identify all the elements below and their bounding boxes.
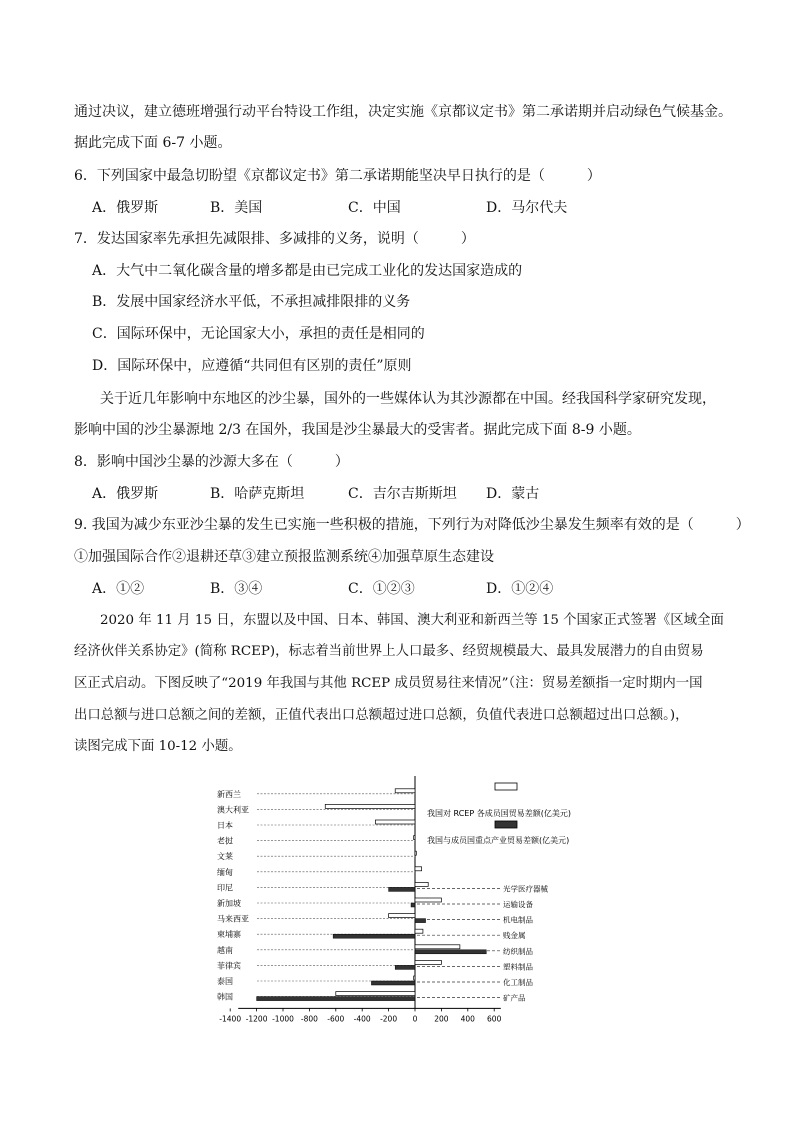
x-tick-label: -800 (300, 1014, 318, 1024)
industry-label: 化工制品 (503, 978, 533, 987)
bar-balance (415, 960, 441, 964)
trade-balance-chart (205, 772, 595, 1024)
x-tick-label: 600 (487, 1014, 502, 1024)
legend-label-balance: 我国对 RCEP 各成员国贸易差额(亿美元) (427, 809, 571, 818)
q7-option-d: D．国际环保中，应遵循“共同但有区别的责任”原则 (92, 358, 412, 374)
q8-option-b: B．哈萨克斯坦 (210, 486, 305, 502)
industry-label: 塑料制品 (503, 962, 533, 972)
bar-balance (336, 992, 415, 996)
bar-balance (414, 976, 415, 980)
q9-measures: ①加强国际合作②退耕还草③建立预报监测系统④加强草原生态建设 (74, 549, 494, 565)
bar-industry (257, 997, 415, 1001)
bar-industry (415, 950, 486, 954)
q6-option-d: D．马尔代夫 (486, 200, 568, 216)
category-label: 日本 (217, 821, 233, 830)
q9-option-b: B．③④ (210, 581, 263, 597)
q9-stem: 9. 我国为减少东亚沙尘暴的发生已实施一些积极的措施，下列行为对降低沙尘暴发生频率有效的是（ ） (74, 517, 750, 533)
category-label: 澳大利亚 (217, 805, 249, 815)
bar-balance (325, 804, 415, 808)
x-tick-label: -200 (380, 1014, 398, 1024)
category-label: 文莱 (217, 852, 233, 862)
legend-swatch-balance (495, 783, 517, 790)
intro-line-2: 据此完成下面 6-7 小题。 (74, 135, 232, 151)
bar-balance (415, 851, 416, 855)
x-tick-label: 400 (460, 1014, 475, 1024)
x-tick-label: -600 (327, 1014, 345, 1024)
chart-category-labels (217, 789, 249, 1002)
q8-option-c: C．吉尔吉斯斯坦 (348, 486, 457, 502)
x-tick-label: -400 (353, 1014, 371, 1024)
industry-label: 矿产品 (503, 993, 526, 1003)
bar-balance (415, 867, 422, 871)
chart-bars (257, 789, 487, 1001)
category-label: 韩国 (217, 992, 233, 1002)
bar-balance (389, 914, 415, 918)
bar-industry (371, 981, 415, 985)
bar-industry (395, 965, 415, 969)
q9-option-a: A．①② (92, 581, 145, 597)
industry-label: 纺织制品 (503, 946, 533, 956)
q7-option-b: B．发展中国家经济水平低，不承担减排限排的义务 (92, 294, 411, 310)
q8-option-a: A．俄罗斯 (92, 486, 159, 502)
q8-option-d: D．蒙古 (486, 486, 540, 502)
chart-x-axis (219, 1008, 501, 1023)
legend-swatch-industry (495, 821, 517, 828)
x-tick-label: -1200 (245, 1014, 268, 1024)
bar-balance (415, 898, 441, 902)
category-label: 老挝 (217, 836, 233, 846)
category-label: 泰国 (217, 977, 233, 986)
x-tick-label: -1400 (219, 1014, 242, 1024)
x-tick-label: 200 (434, 1014, 449, 1024)
industry-label: 运输设备 (503, 900, 533, 909)
passage3-line-3: 区正式启动。下图反映了“2019 年我国与其他 RCEP 成员贸易往来情况”（注：贸易差额指一定时期内一国 (74, 676, 703, 691)
category-label: 越南 (217, 945, 233, 955)
bar-balance (415, 945, 460, 949)
q6-option-b: B．美国 (210, 200, 263, 216)
passage3-line-2: 经济伙伴关系协定》(简称 RCEP)，标志着当前世界上人口最多、经贸规模最大、最具发展潜力的自由贸易 (74, 644, 704, 659)
bar-balance (375, 820, 415, 824)
bar-industry (411, 903, 415, 907)
q7-option-c: C．国际环保中，无论国家大小，承担的责任是相同的 (92, 326, 425, 342)
passage2-line-2: 影响中国的沙尘暴源地 2/3 在国外，我国是沙尘暴最大的受害者。据此完成下面 8-9 小题。 (74, 422, 641, 438)
bar-balance (395, 789, 415, 793)
x-tick-label: 0 (412, 1014, 418, 1024)
category-label: 马来西亚 (217, 914, 249, 924)
industry-label: 贱金属 (503, 931, 526, 941)
q9-option-d: D．①②④ (486, 581, 554, 597)
category-label: 柬埔寨 (217, 930, 241, 940)
bar-industry (333, 934, 415, 938)
bar-industry (389, 887, 415, 891)
intro-line-1: 通过决议，建立德班增强行动平台特设工作组，决定实施《京都议定书》第二承诺期并启动绿色气候基金。 (74, 104, 732, 120)
chart-legend (427, 783, 571, 845)
category-label: 新加坡 (217, 899, 241, 908)
category-label: 缅甸 (217, 867, 233, 877)
legend-label-industry: 我国与成员国重点产业贸易差额(亿美元) (427, 836, 570, 845)
passage3-line-4: 出口总额与进口总额之间的差额，正值代表出口总额超过进口总额，负值代表进口总额超过出口总额。)， (74, 708, 689, 723)
category-label: 新西兰 (217, 789, 241, 799)
q8-stem: 8．影响中国沙尘暴的沙源大多在（ ） (74, 454, 349, 470)
industry-label: 光学医疗器械 (503, 884, 548, 894)
q6-option-c: C．中国 (348, 200, 401, 216)
x-tick-label: -1000 (272, 1014, 294, 1024)
q6-option-a: A．俄罗斯 (92, 200, 159, 216)
category-label: 印尼 (217, 883, 233, 893)
passage2-line-1: 关于近几年影响中东地区的沙尘暴，国外的一些媒体认为其沙源都在中国。经我国科学家研究发现， (100, 391, 716, 407)
category-label: 菲律宾 (217, 961, 241, 971)
bar-balance (415, 882, 428, 886)
q6-stem: 6．下列国家中最急切盼望《京都议定书》第二承诺期能坚决早日执行的是（ ） (74, 168, 601, 184)
passage3-line-1: 2020 年 11 月 15 日，东盟以及中国、日本、韩国、澳大利亚和新西兰等 15 个国家正式签署《区域全面 (100, 613, 724, 628)
bar-balance (415, 929, 423, 933)
q9-option-c: C．①②③ (348, 581, 415, 597)
bar-balance (414, 836, 415, 840)
q7-option-a: A．大气中二氧化碳含量的增多都是由已完成工业化的发达国家造成的 (92, 263, 523, 279)
industry-label: 机电制品 (503, 915, 533, 925)
bar-industry (415, 919, 426, 923)
q7-stem: 7．发达国家率先承担先减限排、多减排的义务，说明（ ） (74, 231, 475, 247)
passage3-line-5: 读图完成下面 10-12 小题。 (74, 739, 242, 754)
chart-grid (257, 776, 415, 1008)
